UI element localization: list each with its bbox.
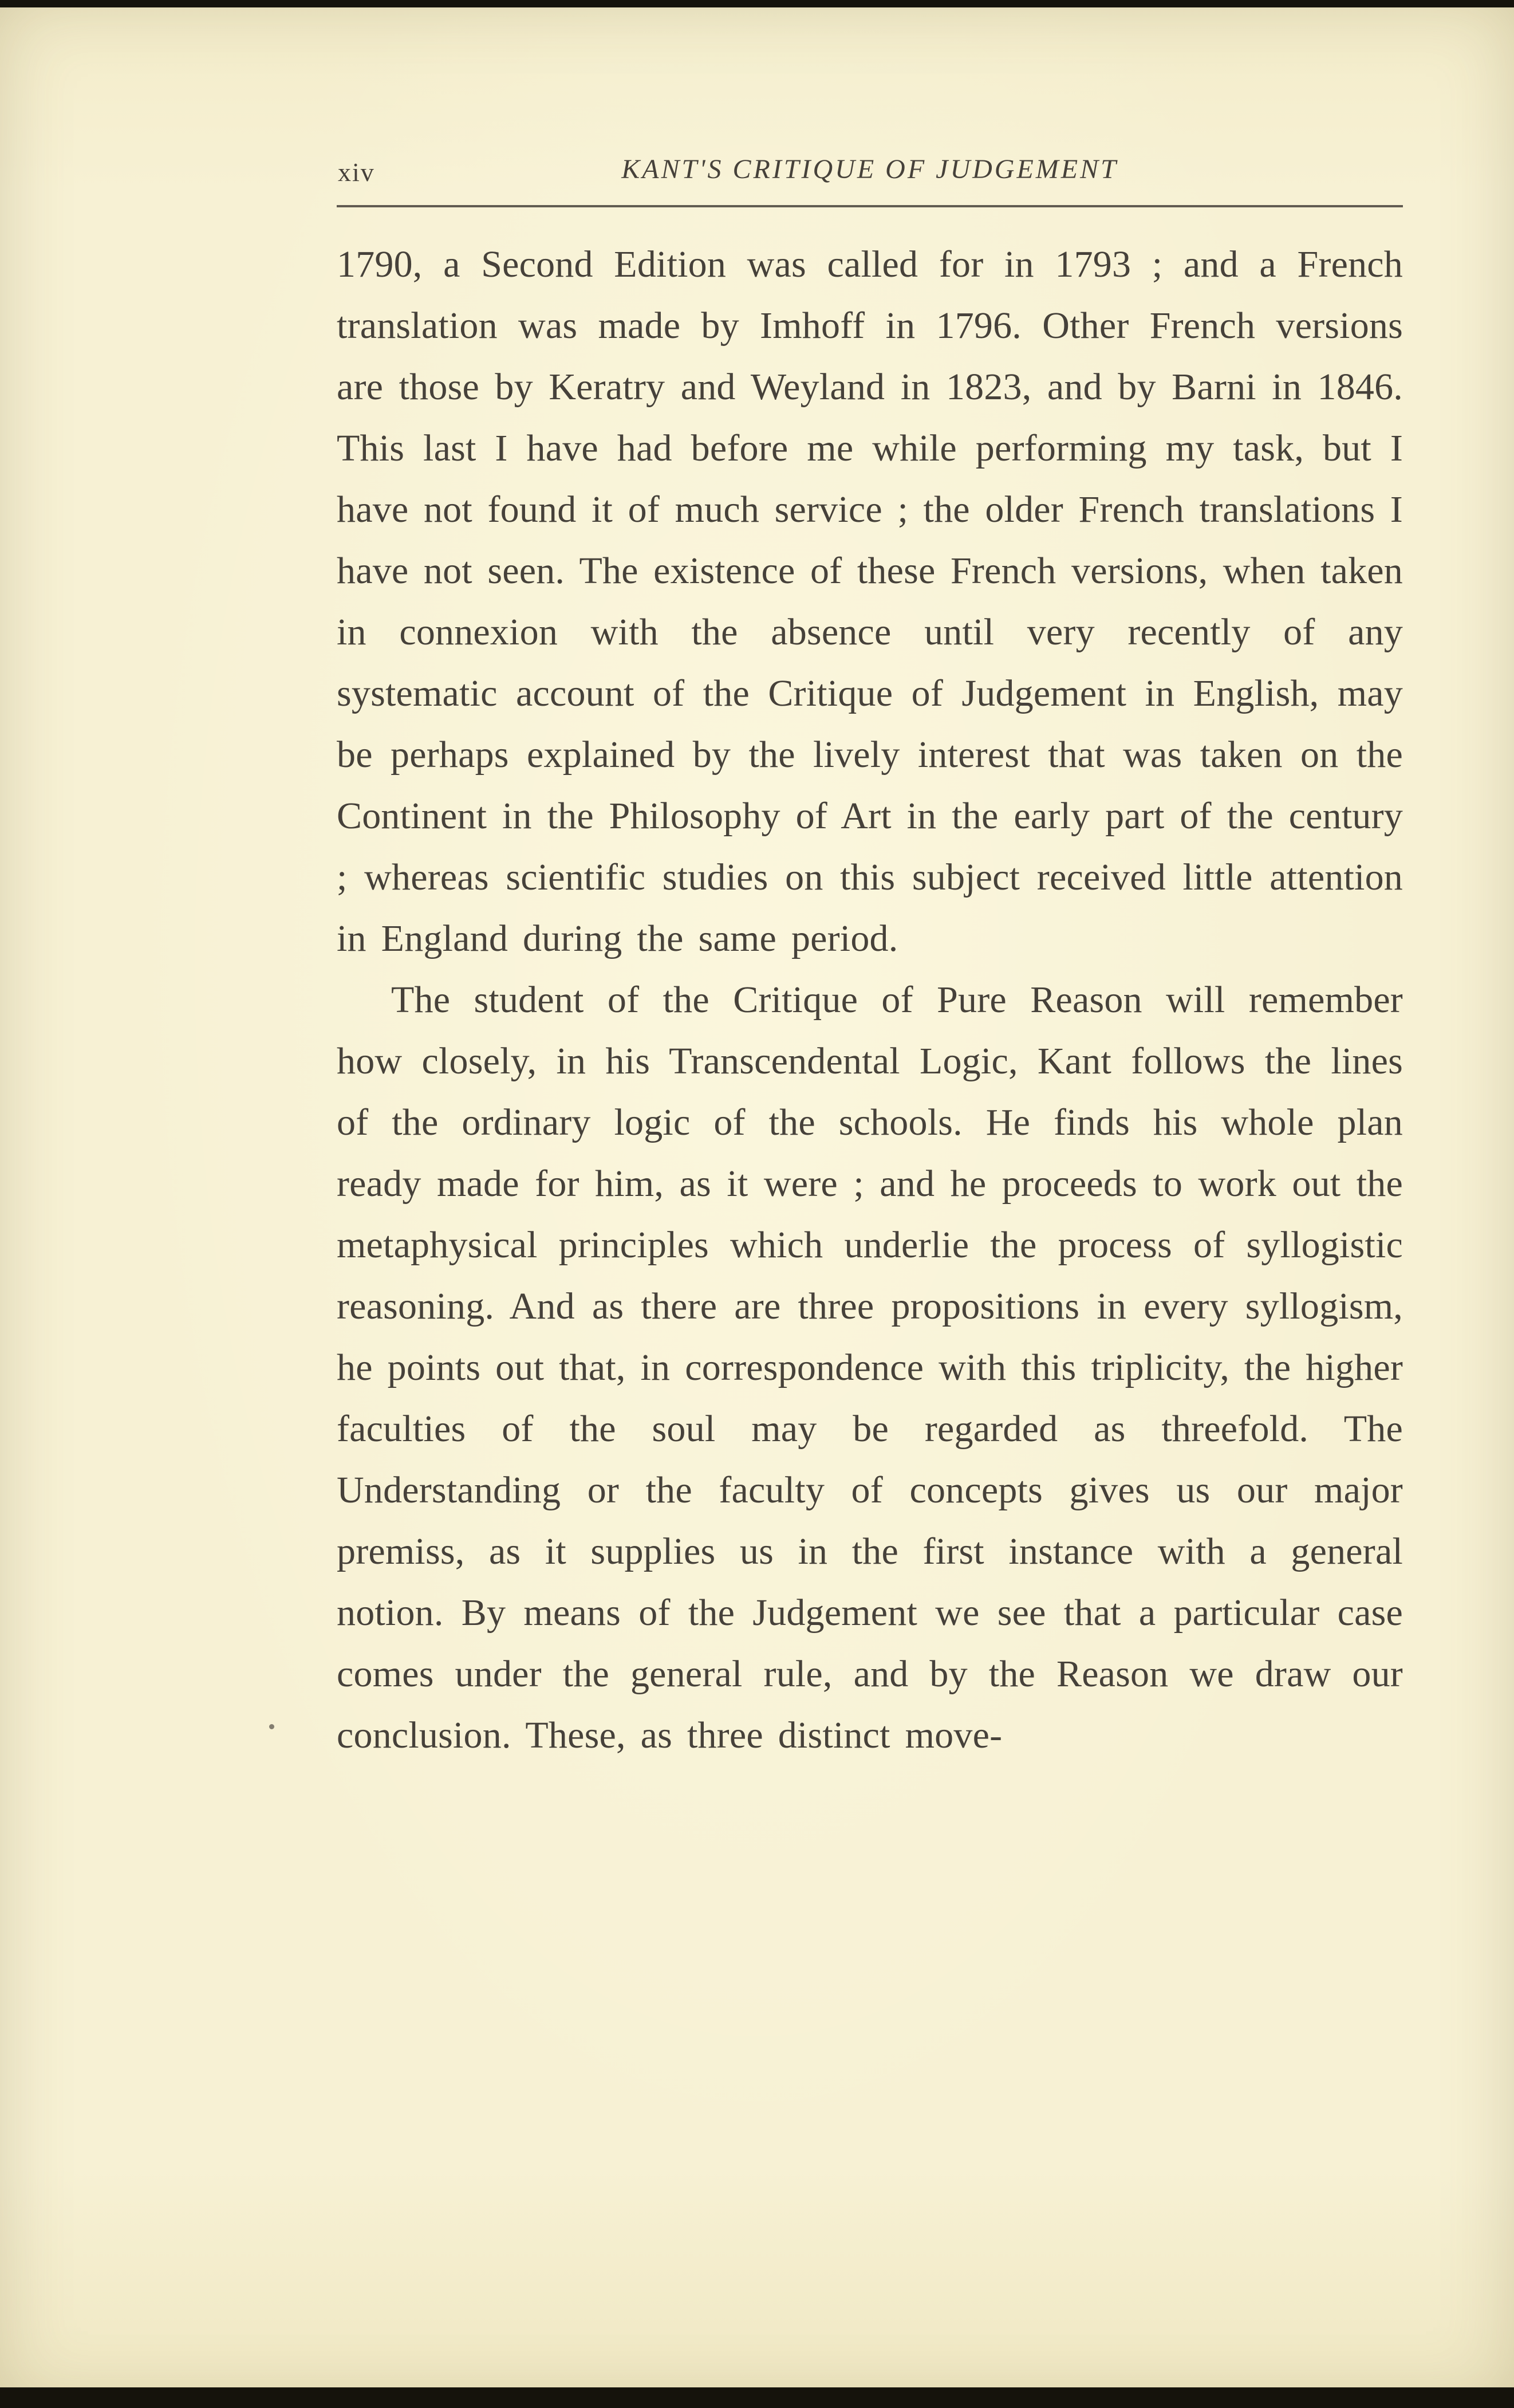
page-body bbox=[337, 234, 1403, 1766]
paragraph: The student of the Critique of Pure Reason will remember how closely, in his Transcendental Logic, Kant follows the lines of the ordinary logic of the schools. He finds his whole plan ready made for him, as it were ; and he proceeds to work out the metaphysical principles which underlie the process of syllogistic reasoning. And as there are three propositions in every syllogism, he points out that, in correspondence with this triplicity, the higher faculties of the soul may be regarded as threefold. The Understanding or the faculty of concepts gives us our major premiss, as it supplies us in the first instance with a general notion. By means of the Judgement we see that a particular case comes under the general rule, and by the Reason we draw our conclusion. These, as three distinct move- bbox=[337, 979, 1403, 1756]
running-header bbox=[337, 154, 1403, 190]
scan-speck bbox=[269, 1724, 274, 1729]
scan-edge-bottom bbox=[0, 2387, 1514, 2408]
running-title: KANT'S CRITIQUE OF JUDGEMENT bbox=[621, 154, 1118, 184]
header-rule bbox=[337, 205, 1403, 207]
paragraph-continuation: 1790, a Second Edition was called for in 1793 ; and a French translation was made by Imhoff in 1796. Other French versions are those by Keratry and Weyland in 1823, and by Barni in 1846. This last I have had before me while performing my task, but I have not found it of much service ; the older French translations I have not seen. The existence of these French versions, when taken in connexion with the absence until very recently of any systematic account of the Critique of Judgement in English, may be perhaps explained by the lively interest that was taken on the Continent in the Philosophy of Art in the early part of the century ; whereas scientific studies on this subject received little attention in England during the same period. bbox=[337, 243, 1403, 959]
page-number: xiv bbox=[338, 158, 375, 187]
page-content bbox=[337, 0, 1403, 1766]
